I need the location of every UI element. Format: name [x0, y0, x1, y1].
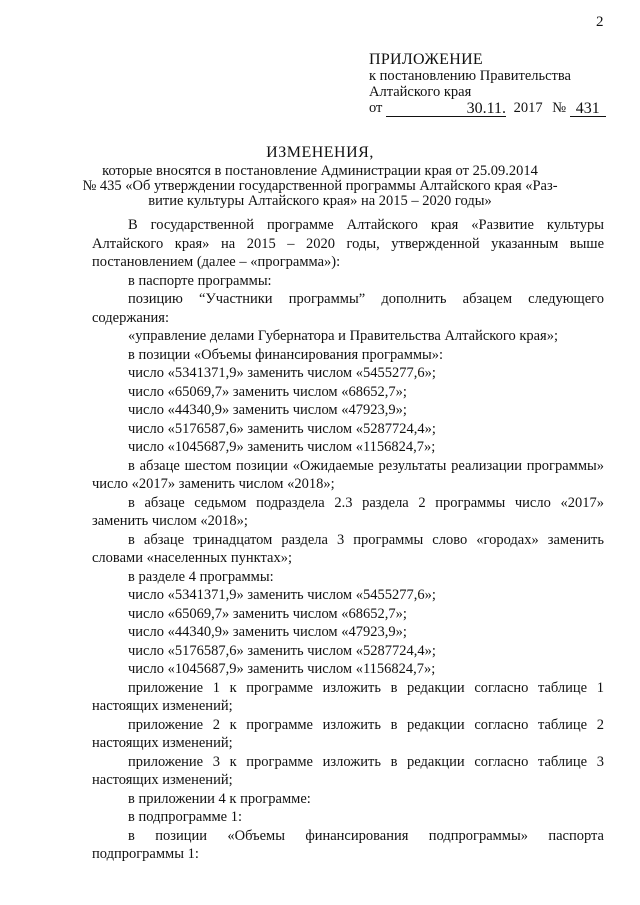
- document-title: ИЗМЕНЕНИЯ,: [266, 144, 374, 161]
- subtitle-line-3: витие культуры Алтайского края» на 2015 – 2020 годы»: [148, 193, 492, 209]
- number-handwritten: 431: [575, 100, 600, 117]
- body-paragraph: число «1045687,9» заменить числом «1156824,7»;: [128, 439, 436, 455]
- body-paragraph: в приложении 4 к программе:: [128, 790, 311, 807]
- date-prefix: от: [369, 100, 383, 116]
- appendix-title: ПРИЛОЖЕНИЕ: [369, 51, 484, 68]
- subtitle-line-2: № 435 «Об утверждении государственной программы Алтайского края «Раз-: [82, 178, 558, 194]
- body-paragraph: число «5341371,9» заменить числом «5455277,6»;: [128, 365, 436, 381]
- body-paragraph: приложение 3 к программе изложить в редакции согласно таблице 3 настоящих изменений;: [92, 753, 604, 788]
- heading-block: [0, 144, 640, 209]
- body-paragraph: число «65069,7» заменить числом «68652,7»;: [128, 605, 407, 622]
- date-field: [386, 100, 506, 117]
- body-paragraph: в абзаце шестом позиции «Ожидаемые результаты реализации программы» число «2017» заменить числом «2018»;: [92, 457, 604, 492]
- body-paragraph: приложение 2 к программе изложить в редакции согласно таблице 2 настоящих изменений;: [92, 716, 604, 751]
- number-sign: №: [552, 100, 567, 116]
- body-paragraph: в разделе 4 программы:: [128, 568, 274, 585]
- year: 2017: [513, 100, 543, 116]
- body-paragraph: число «65069,7» заменить числом «68652,7»;: [128, 383, 407, 400]
- appendix-line-1: к постановлению Правительства: [369, 68, 571, 84]
- body-paragraph: в паспорте программы:: [128, 272, 272, 289]
- body-paragraph: приложение 1 к программе изложить в редакции согласно таблице 1 настоящих изменений;: [92, 679, 604, 714]
- body-paragraph: в абзаце седьмом подраздела 2.3 раздела 2 программы число «2017» заменить числом «2018»;: [92, 494, 604, 529]
- body-paragraph: число «5176587,6» заменить числом «5287724,4»;: [128, 420, 436, 437]
- number-field: [570, 100, 606, 117]
- body-paragraph: число «1045687,9» заменить числом «1156824,7»;: [128, 661, 436, 677]
- body-paragraph: число «5341371,9» заменить числом «5455277,6»;: [128, 587, 436, 603]
- subtitle-line-1: которые вносятся в постановление Администрации края от 25.09.2014: [102, 163, 538, 179]
- body-paragraph: «управление делами Губернатора и Правительства Алтайского края»;: [128, 328, 558, 344]
- body-paragraph: число «44340,9» заменить числом «47923,9»;: [128, 402, 407, 418]
- body-paragraph: число «44340,9» заменить числом «47923,9»;: [128, 624, 407, 640]
- body-paragraph: позицию “Участники программы” дополнить абзацем следующего содержания:: [92, 291, 604, 326]
- body-paragraph: в позиции «Объемы финансирования подпрограммы» паспорта подпрограммы 1:: [92, 827, 604, 862]
- body-paragraph: в абзаце тринадцатом раздела 3 программы слово «городах» заменить словами «населенных пунктах»;: [92, 531, 604, 566]
- appendix-date-row: [369, 100, 606, 118]
- page-number: 2: [596, 14, 604, 30]
- document-body: [92, 216, 604, 864]
- body-paragraph: число «5176587,6» заменить числом «5287724,4»;: [128, 642, 436, 659]
- date-handwritten: 30.11.: [466, 100, 507, 117]
- body-paragraph: В государственной программе Алтайского края «Развитие культуры Алтайского края» на 2015 – 2020 годы, утвержденной указанным выше постановлением (далее – «программа»):: [92, 217, 604, 270]
- appendix-block: [369, 52, 606, 118]
- appendix-line-2: Алтайского края: [369, 84, 472, 100]
- body-paragraph: в позиции «Объемы финансирования программы»:: [128, 346, 444, 363]
- body-paragraph: в подпрограмме 1:: [128, 809, 243, 825]
